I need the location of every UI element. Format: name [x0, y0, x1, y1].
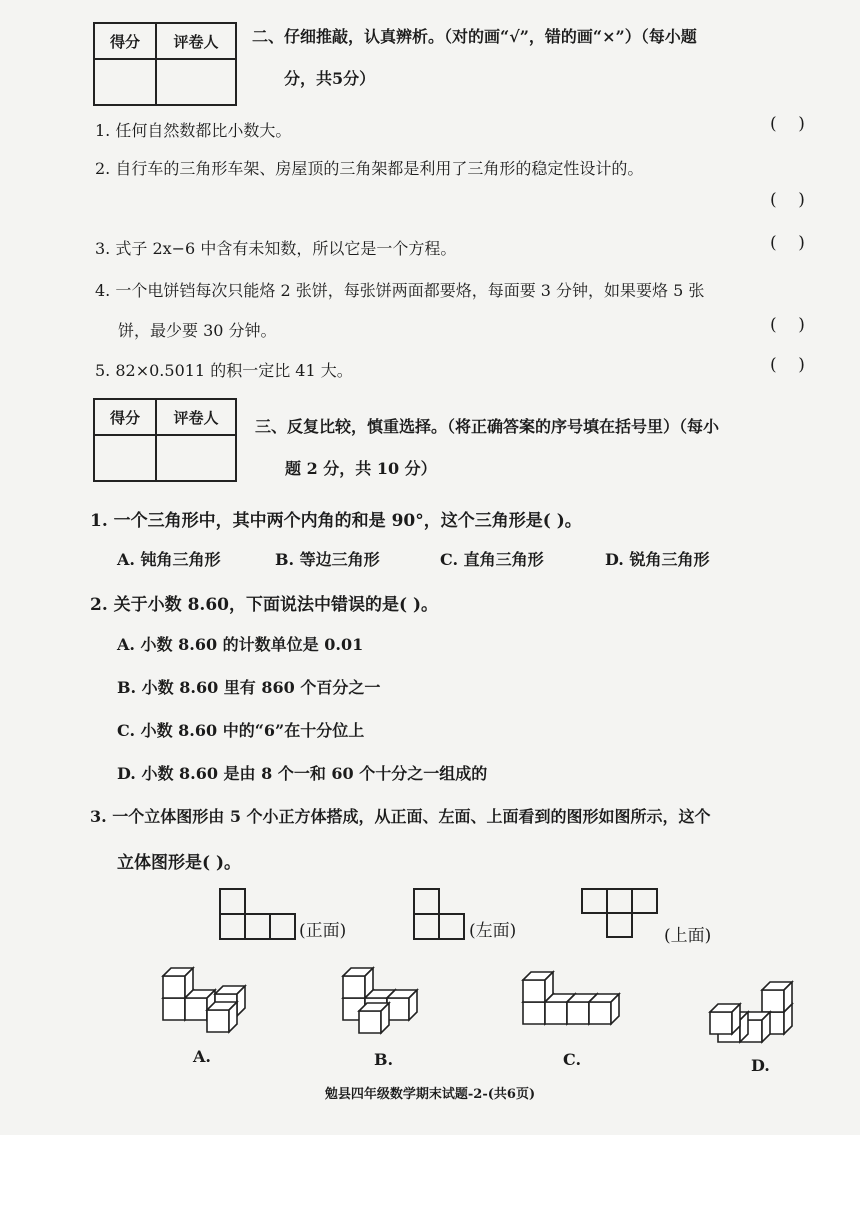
tf-item-4: 4. 一个电饼铛每次只能烙 2 张饼，每张饼两面都要烙，每面要 3 分钟，如果要烙 5 张	[95, 281, 705, 300]
grader-header: 评卷人	[156, 23, 236, 59]
q2-option-c[interactable]: C. 小数 8.60 中的“6”在十分位上	[117, 721, 365, 740]
q1-option-c[interactable]: C. 直角三角形	[440, 550, 544, 569]
figure-option-a-label[interactable]: A.	[193, 1047, 211, 1066]
tf-item-5: 5. 82×0.5011 的积一定比 41 大。	[95, 361, 353, 380]
option-c-figure	[523, 972, 619, 1024]
answer-paren-4[interactable]: ( )	[770, 315, 805, 335]
left-view-label: (左面)	[469, 921, 517, 941]
section2-title: 二、仔细推敲，认真辨析。（对的画“√”，错的画“×”）（每小题	[252, 27, 697, 46]
section2-title-cont: 分，共5分）	[284, 69, 376, 88]
answer-paren-5[interactable]: ( )	[770, 355, 805, 375]
q1-option-b[interactable]: B. 等边三角形	[275, 550, 380, 569]
answer-paren-3[interactable]: ( )	[770, 233, 805, 253]
figure-option-b-label[interactable]: B.	[374, 1050, 394, 1069]
q2-option-b[interactable]: B. 小数 8.60 里有 860 个百分之一	[117, 678, 381, 697]
tf-item-3: 3. 式子 2x−6 中含有未知数，所以它是一个方程。	[95, 239, 457, 258]
q3-stem: 3. 一个立体图形由 5 个小正方体搭成，从正面、左面、上面看到的图形如图所示，这个	[90, 807, 711, 826]
front-view-label: (正面)	[299, 921, 347, 941]
top-view-figure	[582, 889, 657, 937]
q1-stem: 1. 一个三角形中，其中两个内角的和是 90°，这个三角形是( )。	[90, 511, 582, 531]
tf-item-2: 2. 自行车的三角形车架、房屋顶的三角架都是利用了三角形的稳定性设计的。	[95, 159, 644, 178]
tf-item-4-cont: 饼，最少要 30 分钟。	[118, 321, 277, 340]
answer-paren-1[interactable]: ( )	[770, 114, 805, 134]
bottom-margin	[0, 1135, 860, 1217]
section3-title-cont: 题 2 分，共 10 分）	[285, 459, 437, 478]
left-view-figure	[414, 889, 464, 939]
top-view-label: (上面)	[664, 926, 712, 946]
q2-option-d[interactable]: D. 小数 8.60 是由 8 个一和 60 个十分之一组成的	[117, 764, 488, 783]
q2-stem: 2. 关于小数 8.60，下面说法中错误的是( )。	[90, 595, 438, 615]
option-d-figure	[710, 982, 792, 1042]
q1-option-a[interactable]: A. 钝角三角形	[117, 550, 221, 569]
q3-stem-cont: 立体图形是( )。	[117, 853, 242, 873]
page-footer: 勉县四年级数学期末试题-2-(共6页)	[324, 1087, 536, 1102]
figure-option-c-label[interactable]: C.	[563, 1050, 582, 1069]
figure-option-d-label[interactable]: D.	[751, 1056, 770, 1075]
option-b-figure	[343, 968, 417, 1033]
q2-option-a[interactable]: A. 小数 8.60 的计数单位是 0.01	[117, 635, 364, 654]
q1-option-d[interactable]: D. 锐角三角形	[605, 550, 710, 569]
score-header: 得分	[94, 399, 156, 435]
score-header: 得分	[94, 23, 156, 59]
answer-paren-2[interactable]: ( )	[770, 190, 805, 210]
section3-title: 三、反复比较，慎重选择。（将正确答案的序号填在括号里）（每小	[255, 417, 720, 436]
grader-header: 评卷人	[156, 399, 236, 435]
front-view-figure	[220, 889, 295, 939]
option-a-figure	[163, 968, 245, 1032]
tf-item-1: 1. 任何自然数都比小数大。	[95, 121, 292, 140]
